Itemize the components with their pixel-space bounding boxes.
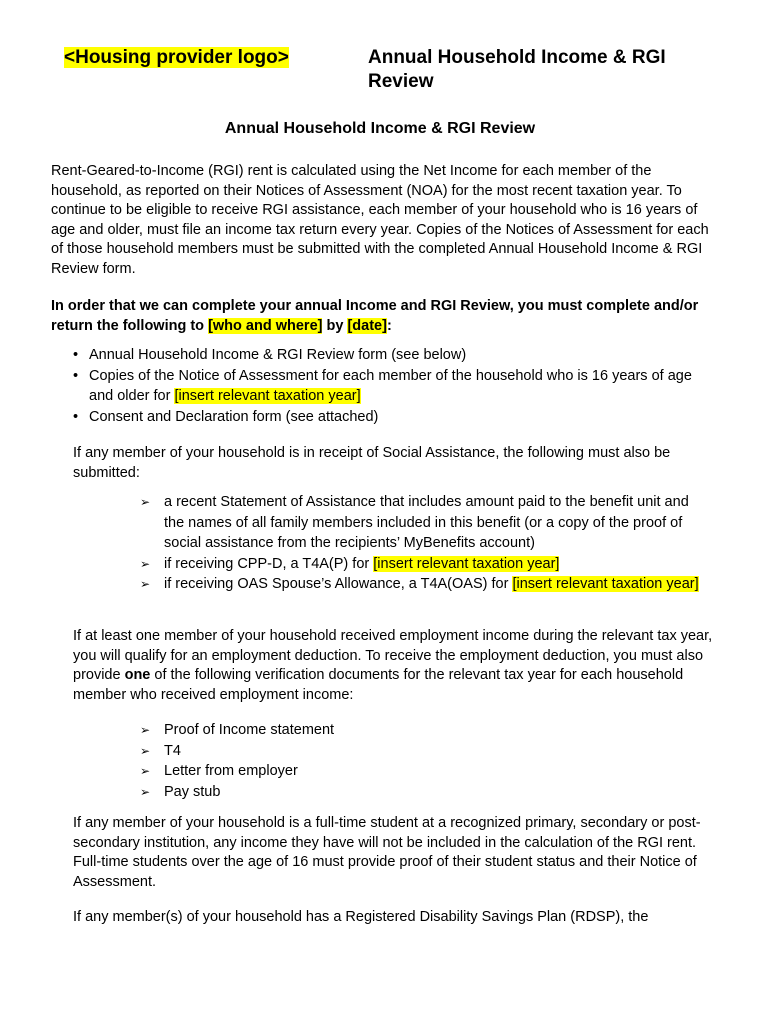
document-title: Annual Household Income & RGI Review — [368, 47, 666, 92]
list-item — [140, 574, 700, 595]
list-item-text: a recent Statement of Assistance that includes amount paid to the benefit unit and the names of all family members included in this benefit (or a copy of the proof of social assistance from the recipients’ MyBenefits account) — [164, 494, 689, 551]
list-item-text: Pay stub — [164, 783, 221, 800]
logo-placeholder-text: <Housing provider logo> — [64, 47, 289, 68]
students-paragraph: If any member of your household is a full-time student at a recognized primary, secondary or post-secondary institution, any income they have will not be included in the calculation of the RGI rent. Full-time students over the age of 16 must provide proof of their student status and their Notice of Assessment. — [73, 815, 701, 890]
list-item — [140, 741, 540, 762]
list-item-text: T4 — [164, 742, 181, 759]
list-item — [140, 761, 540, 782]
list-item-text: Copies of the Notice of Assessment for each member of the household who is 16 years of age and older for — [89, 367, 692, 404]
who-and-where-placeholder: [who and where] — [208, 317, 323, 334]
employment-text: of the following verification documents for the relevant tax year for each household member who received employment income: — [73, 667, 684, 703]
rdsp-paragraph: If any member(s) of your household has a Registered Disability Savings Plan (RDSP), the — [73, 909, 649, 925]
submission-instructions — [51, 297, 711, 336]
list-item — [140, 782, 540, 803]
taxation-year-placeholder: [insert relevant taxation year] — [373, 555, 560, 572]
list-item-text: Consent and Declaration form (see attached) — [89, 408, 379, 425]
housing-provider-logo-placeholder — [64, 46, 289, 70]
instructions-end: : — [386, 317, 392, 334]
list-item — [140, 554, 700, 575]
list-item-text: Letter from employer — [164, 763, 298, 779]
date-placeholder: [date] — [347, 317, 387, 334]
instructions-by: by — [322, 317, 348, 334]
list-item — [72, 345, 712, 366]
list-item — [72, 407, 712, 428]
verification-documents-list — [140, 720, 540, 802]
taxation-year-placeholder: [insert relevant taxation year] — [512, 576, 699, 592]
list-item-text: if receiving CPP-D, a T4A(P) for — [164, 555, 374, 572]
required-items-list — [72, 345, 712, 427]
list-item — [140, 720, 540, 741]
employment-paragraph — [73, 627, 723, 705]
employment-text: If at least one member of your household received employment income during the relevant tax year, you will qualify for an employment deduction. To receive the employment deduction, you must also provide — [73, 628, 713, 683]
social-assistance-paragraph: If any member of your household is in receipt of Social Assistance, the following must also be submitted: — [73, 445, 671, 481]
list-item-text: Proof of Income statement — [164, 722, 335, 738]
social-assistance-list — [140, 492, 700, 595]
section-heading: Annual Household Income & RGI Review — [224, 120, 536, 137]
list-item-text: Annual Household Income & RGI Review form (see below) — [89, 347, 467, 363]
taxation-year-placeholder: [insert relevant taxation year] — [174, 388, 361, 404]
intro-paragraph: Rent-Geared-to-Income (RGI) rent is calculated using the Net Income for each member of the household, as reported on their Notices of Assessment (NOA) for the most recent taxation year. To continue to be eligible to receive RGI assistance, each member of your household who is 16 years of age and older, must file an income tax return every year. Copies of the Notices of Assessment for each of those household members must be submitted with the completed Annual Household Income & RGI Review form. — [51, 163, 709, 277]
employment-emphasis: one — [124, 667, 151, 683]
list-item — [72, 366, 712, 407]
list-item — [140, 492, 700, 554]
list-item-text: if receiving OAS Spouse’s Allowance, a T4A(OAS) for — [164, 576, 513, 592]
instructions-text: In order that we can complete your annual Income and RGI Review, you must complete and/or return the following to — [51, 298, 699, 334]
